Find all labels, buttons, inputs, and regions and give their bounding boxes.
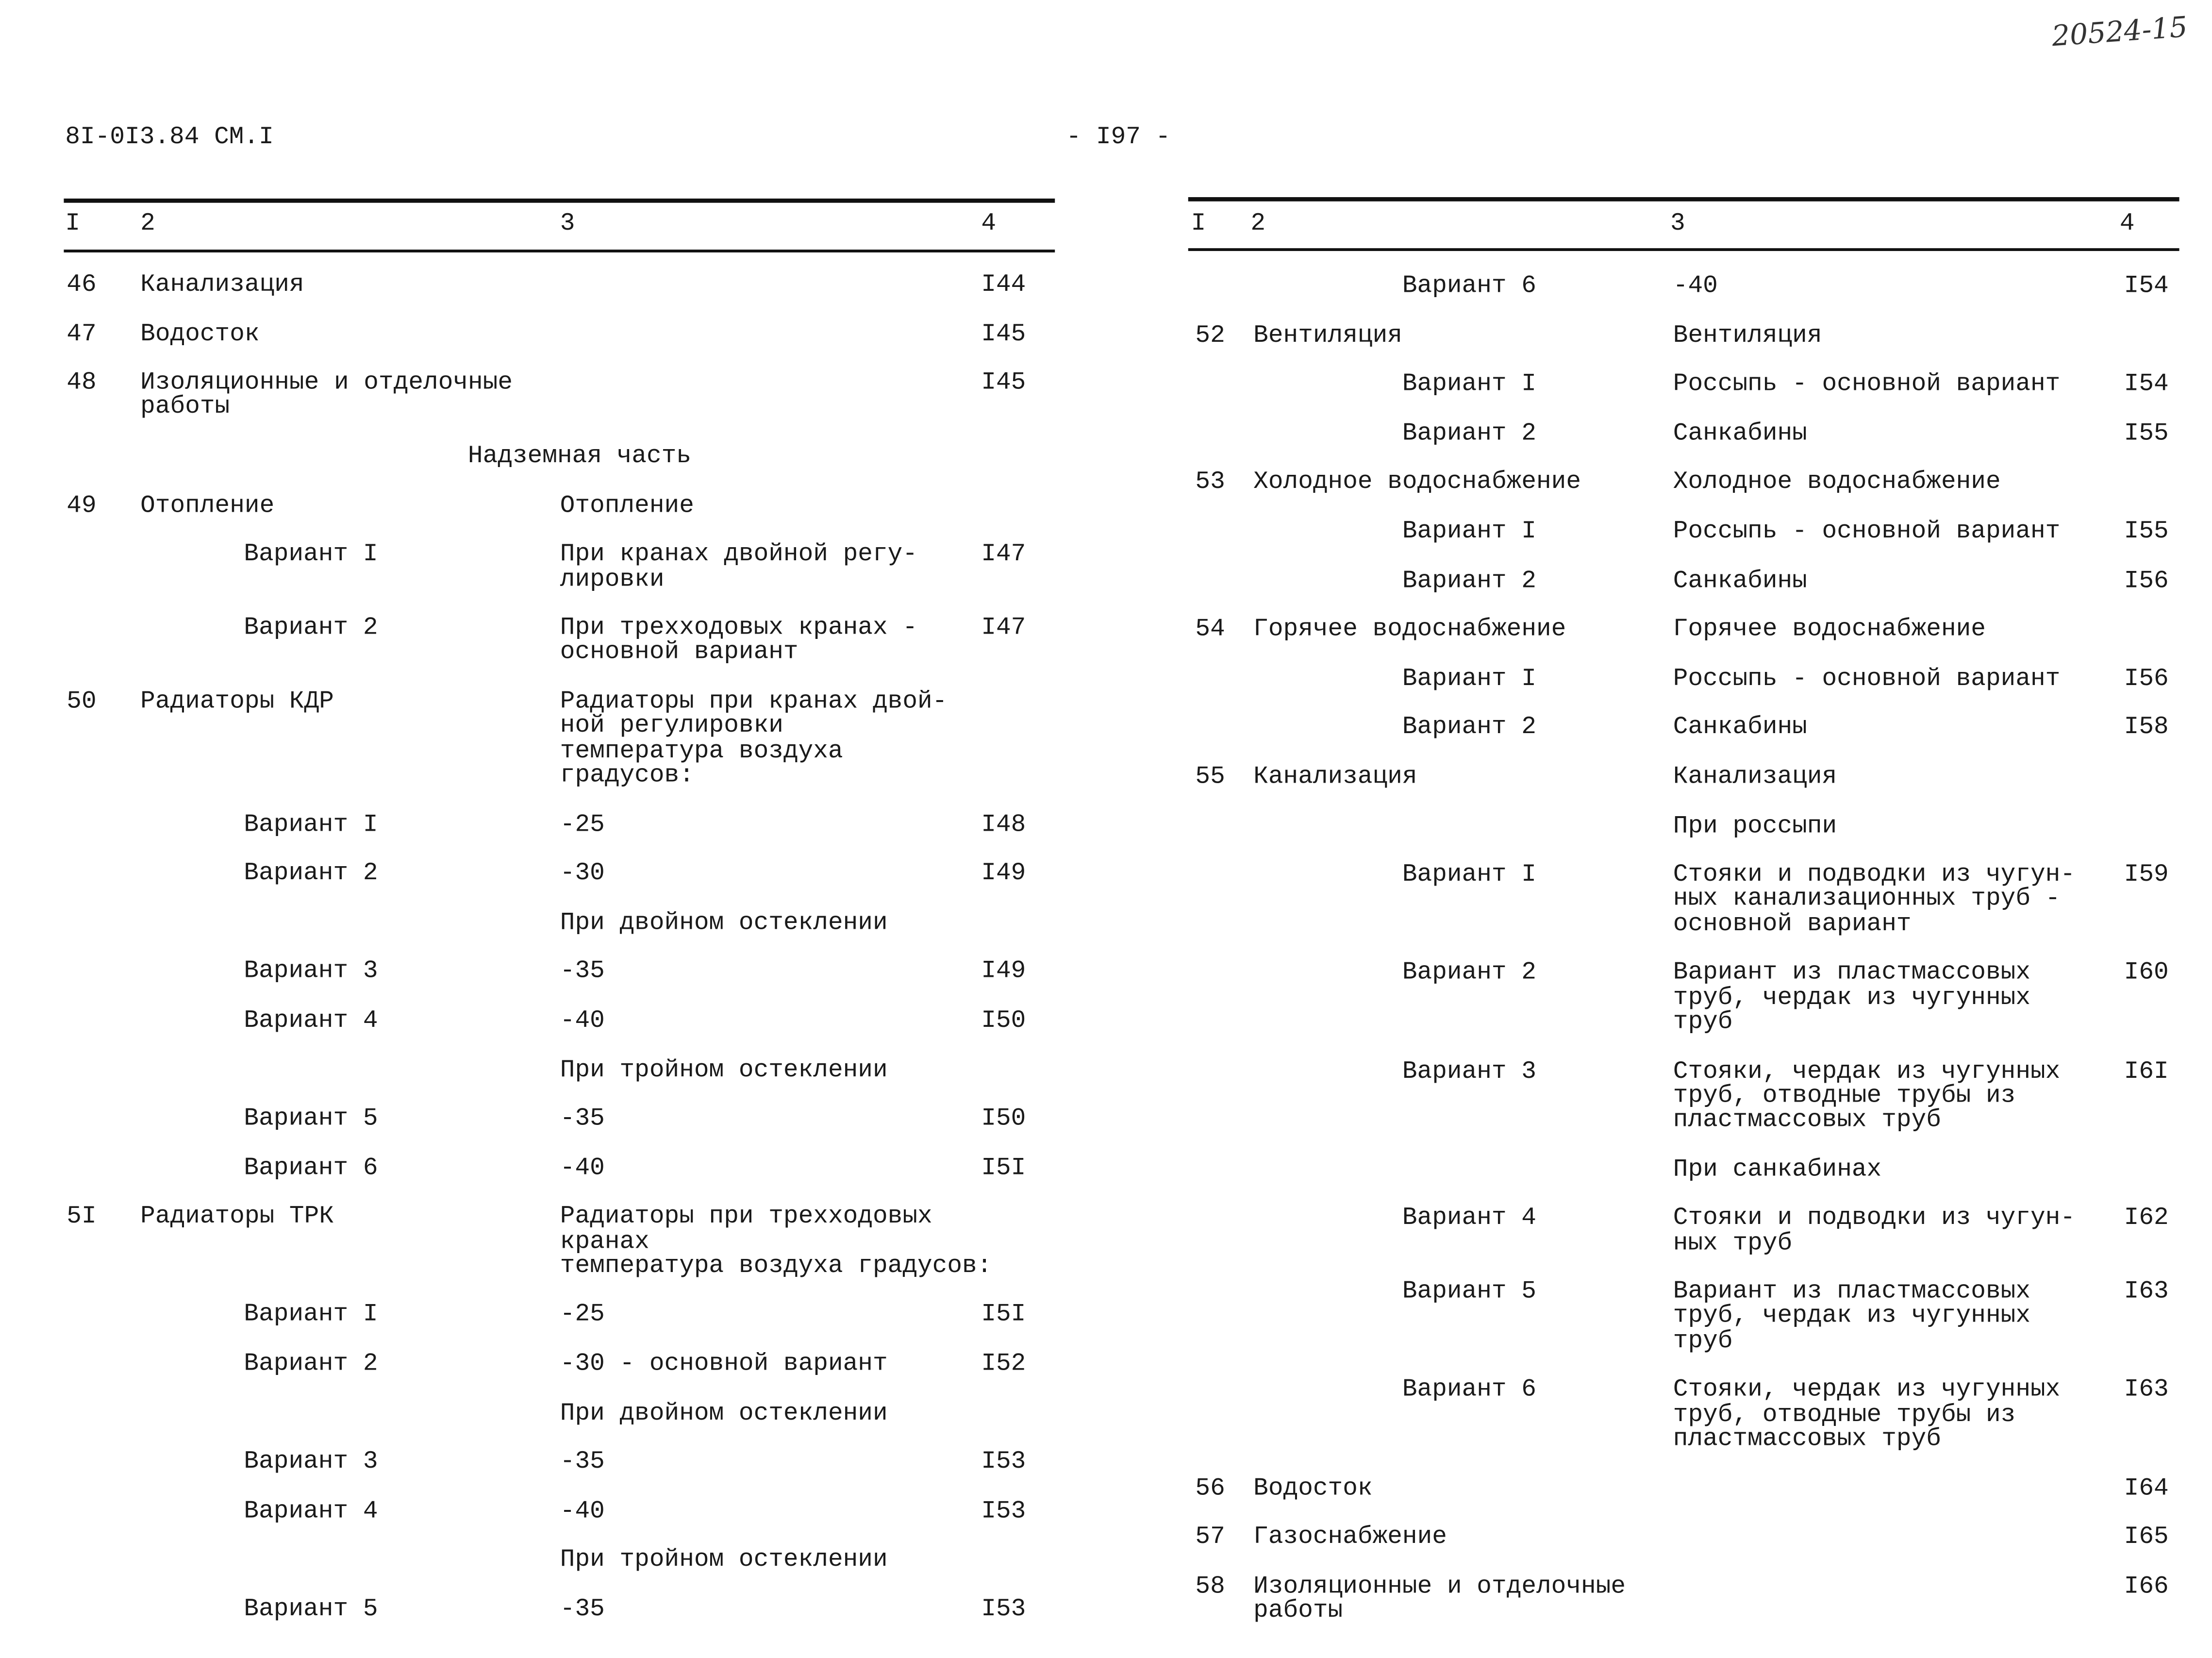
variant-label: Вариант 6 [1402,272,1536,301]
column-header: 2 [1250,210,1266,238]
page-ref: I47 [981,614,1026,643]
row-number: 46 [67,270,97,300]
variant-label: Вариант 2 [1402,714,1536,742]
description-line: При двойном остеклении [560,1399,888,1428]
description-line: ных труб [1673,1229,1793,1257]
description-line: При россыпи [1673,812,1837,840]
description-line: Санкабины [1673,714,1807,742]
row-number: 53 [1195,469,1225,497]
description-line: труб, чердак из чугунных [1673,1302,2031,1331]
description-line: Россыпь - основной вариант [1673,665,2061,693]
column-header: I [1191,210,1206,238]
item-name: работы [1253,1597,1343,1625]
page-ref: I52 [981,1350,1026,1379]
variant-label: Вариант 2 [1402,959,1536,988]
page-ref: I56 [2124,665,2169,693]
description-line: Вариант из пластмассовых [1673,959,2031,988]
page-number: - I97 - [1066,123,1171,152]
page-ref: I53 [981,1448,1026,1477]
description-line: При тройном остеклении [560,1546,888,1575]
page-ref: I50 [981,1006,1026,1036]
variant-label: Вариант 3 [1402,1057,1536,1086]
page-ref: I55 [2124,419,2169,448]
page-ref: I47 [981,540,1026,569]
variant-label: Вариант 2 [1402,567,1536,595]
description-line: труб, отводные трубы из [1673,1400,2016,1429]
item-name: работы [140,393,230,422]
page-ref: I58 [2124,714,2169,742]
item-name: Радиаторы КДР [140,687,334,717]
description-line: -40 [1673,272,1718,301]
description-line: труб, отводные трубы из [1673,1082,2016,1110]
variant-label: Вариант I [1402,861,1536,889]
item-name: Изоляционные и отделочные [1253,1572,1626,1601]
item-name: Канализация [140,270,304,300]
description-line: Санкабины [1673,419,1807,448]
description-line: Вариант из пластмассовых [1673,1278,2031,1306]
item-name: Горячее водоснабжение [1253,616,1566,644]
variant-label: Вариант 3 [244,957,378,987]
description-line: -25 [560,1301,605,1330]
description-line: При трехходовых кранах - [560,614,918,643]
column-header: 4 [981,210,997,238]
item-name: Газоснабжение [1253,1523,1447,1552]
description-line: Горячее водоснабжение [1673,616,1986,644]
page-ref: I49 [981,859,1026,888]
description-line: труб [1673,1327,1733,1356]
description-line: кранах [560,1227,649,1256]
variant-label: Вариант 5 [1402,1278,1536,1306]
row-number: 56 [1195,1474,1225,1503]
variant-label: Вариант 5 [244,1105,378,1134]
table-header-rule-right [1188,248,2179,251]
item-name: Радиаторы ТРК [140,1203,334,1232]
variant-label: Вариант I [1402,370,1536,399]
item-name: Изоляционные и отделочные [140,369,513,398]
row-number: 54 [1195,616,1225,644]
section-heading: Надземная часть [467,442,692,471]
variant-label: Вариант 4 [244,1497,378,1526]
description-line: При кранах двойной регу- [560,540,918,569]
description-line: Радиаторы при кранах двой- [560,687,948,717]
description-line: -40 [560,1497,605,1526]
table-header-rule-left [64,250,1055,252]
row-number: 57 [1195,1523,1225,1552]
description-line: ной регулировки [560,712,783,741]
row-number: 47 [67,319,97,349]
item-name: Канализация [1253,763,1417,791]
page-ref: I62 [2124,1204,2169,1233]
column-header: I [65,210,81,238]
description-line: -30 - основной вариант [560,1350,888,1379]
description-line: -25 [560,810,605,839]
page-ref: I54 [2124,272,2169,301]
page-ref: I45 [981,319,1026,349]
column-header: 3 [560,210,575,238]
row-number: 5I [67,1203,97,1232]
variant-label: Вариант 2 [244,859,378,888]
description-line: Радиаторы при трехходовых [560,1203,932,1232]
description-line: градусов: [560,761,694,790]
page-ref: I50 [981,1105,1026,1134]
item-name: Водосток [140,319,260,349]
item-name: Отопление [140,491,275,520]
description-line: -35 [560,1448,605,1477]
variant-label: Вариант I [244,540,378,569]
row-number: 50 [67,687,97,717]
variant-label: Вариант 6 [244,1154,378,1183]
row-number: 49 [67,491,97,520]
description-line: Россыпь - основной вариант [1673,370,2061,399]
description-line: При санкабинах [1673,1155,1882,1184]
variant-label: Вариант 2 [244,1350,378,1379]
page-ref: I55 [2124,518,2169,546]
variant-label: Вариант 2 [1402,419,1536,448]
description-line: Стояки, чердак из чугунных [1673,1376,2061,1405]
description-line: основной вариант [1673,910,1912,938]
description-line: лировки [560,565,665,594]
description-line: -35 [560,1595,605,1624]
page-ref: I60 [2124,959,2169,988]
description-line: Отопление [560,491,694,520]
page-ref: I56 [2124,567,2169,595]
table-top-rule-left [64,199,1055,203]
row-number: 55 [1195,763,1225,791]
description-line: -40 [560,1154,605,1183]
page-ref: I49 [981,957,1026,987]
page-ref: I63 [2124,1278,2169,1306]
item-name: Водосток [1253,1474,1373,1503]
description-line: температура воздуха [560,737,843,766]
column-header: 4 [2119,210,2135,238]
description-line: Канализация [1673,763,1837,791]
item-name: Вентиляция [1253,321,1402,350]
description-line: труб, чердак из чугунных [1673,984,2031,1012]
item-name: Холодное водоснабжение [1253,469,1581,497]
page-ref: I53 [981,1497,1026,1526]
variant-label: Вариант I [244,1301,378,1330]
description-line: -30 [560,859,605,888]
variant-label: Вариант 3 [244,1448,378,1477]
variant-label: Вариант 5 [244,1595,378,1624]
variant-label: Вариант 4 [1402,1204,1536,1233]
description-line: -35 [560,957,605,987]
document-code: 8I-0I3.84 CM.I [65,123,274,152]
description-line: температура воздуха градусов: [560,1252,992,1281]
variant-label: Вариант 4 [244,1006,378,1036]
page-ref: I66 [2124,1572,2169,1601]
description-line: ных канализационных труб - [1673,885,2061,914]
row-number: 52 [1195,321,1225,350]
page-ref: I5I [981,1154,1026,1183]
description-line: труб [1673,1008,1733,1037]
page-ref: I64 [2124,1474,2169,1503]
description-line: основной вариант [560,638,798,668]
description-line: Вентиляция [1673,321,1822,350]
row-number: 48 [67,369,97,398]
variant-label: Вариант I [244,810,378,839]
page-ref: I53 [981,1595,1026,1624]
row-number: 58 [1195,1572,1225,1601]
page-ref: I48 [981,810,1026,839]
page-ref: I54 [2124,370,2169,399]
page-ref: I44 [981,270,1026,300]
table-top-rule-right [1188,197,2179,201]
handwritten-number: 20524-15 [2050,9,2189,53]
description-line: Стояки и подводки из чугун- [1673,861,2076,889]
description-line: Стояки и подводки из чугун- [1673,1204,2076,1233]
description-line: пластмассовых труб [1673,1425,1941,1454]
page-ref: I65 [2124,1523,2169,1552]
description-line: Санкабины [1673,567,1807,595]
description-line: Стояки, чердак из чугунных [1673,1057,2061,1086]
description-line: -35 [560,1105,605,1134]
column-header: 2 [140,210,155,238]
variant-label: Вариант 6 [1402,1376,1536,1405]
page-ref: I5I [981,1301,1026,1330]
description-line: Россыпь - основной вариант [1673,518,2061,546]
description-line: При двойном остеклении [560,908,888,938]
column-header: 3 [1670,210,1685,238]
description-line: -40 [560,1006,605,1036]
page-ref: I6I [2124,1057,2169,1086]
description-line: пластмассовых труб [1673,1106,1941,1135]
page-ref: I63 [2124,1376,2169,1405]
description-line: Холодное водоснабжение [1673,469,2001,497]
description-line: При тройном остеклении [560,1055,888,1085]
page-ref: I59 [2124,861,2169,889]
variant-label: Вариант 2 [244,614,378,643]
variant-label: Вариант I [1402,518,1536,546]
variant-label: Вариант I [1402,665,1536,693]
page-ref: I45 [981,369,1026,398]
